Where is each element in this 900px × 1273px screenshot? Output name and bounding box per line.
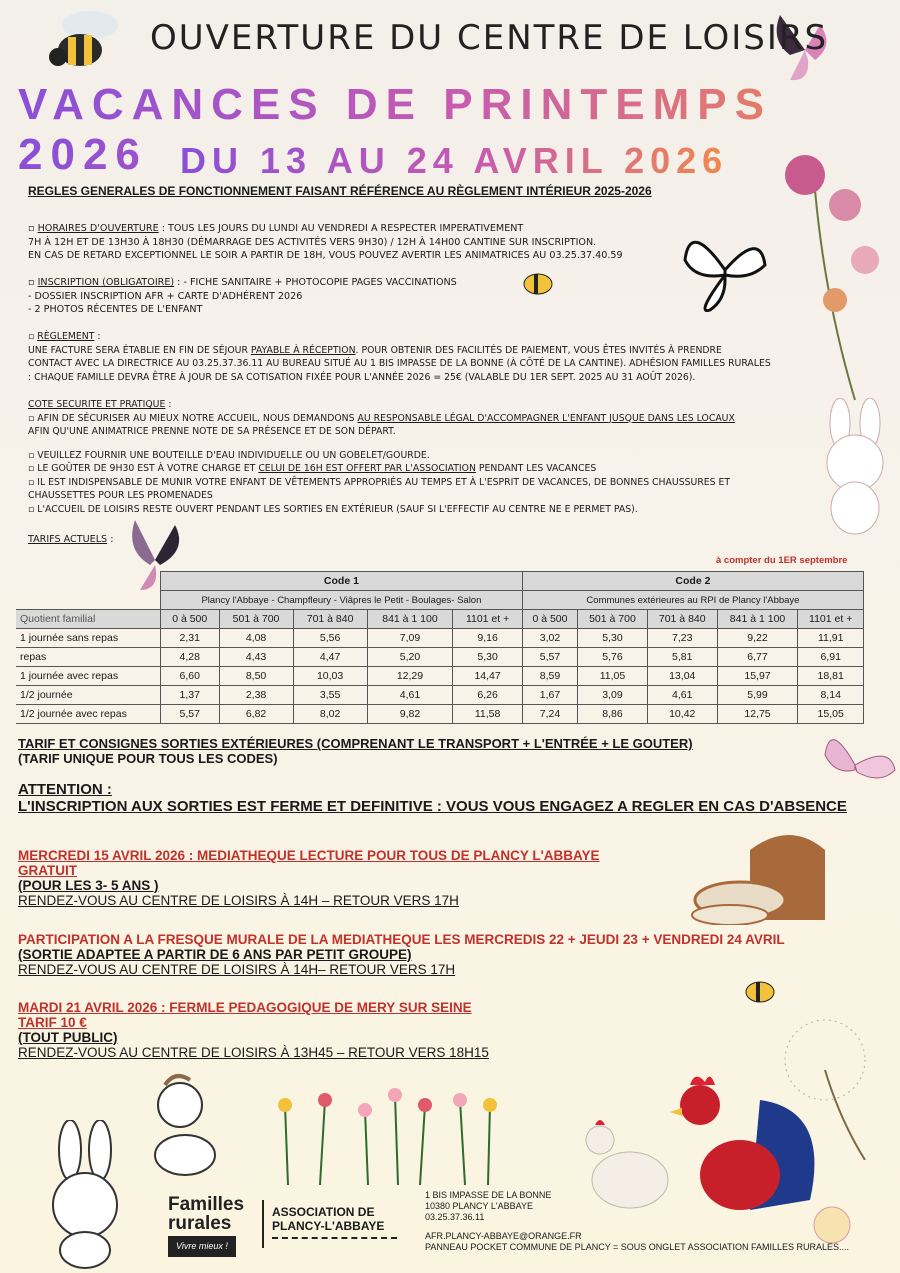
assoc-line: ASSOCIATION DE xyxy=(272,1205,375,1219)
horaires-text: : TOUS LES JOURS DU LUNDI AU VENDREDI A RESPECTER IMPERATIVEMENT xyxy=(158,223,524,234)
securite-line: VEUILLEZ FOURNIR UNE BOUTEILLE D'EAU INDIVIDUELLE OU UN GOBELET/GOURDE. xyxy=(34,449,430,461)
securite-underlined: CELUI DE 16H EST OFFERT PAR L'ASSOCIATION xyxy=(258,463,476,474)
event-fresque xyxy=(18,932,785,977)
code2-header: Code 2 xyxy=(522,572,863,591)
inscription-line: - 2 PHOTOS RÉCENTES DE L'ENFANT xyxy=(28,304,203,315)
bracket-cell: 0 à 500 xyxy=(160,610,219,629)
tarifs-note: à compter du 1ER septembre xyxy=(716,555,848,566)
price-cell: 6,60 xyxy=(160,667,219,686)
event-title: MERCREDI 15 AVRIL 2026 : MEDIATHEQUE LECTURE POUR TOUS DE PLANCY L'ABBAYE xyxy=(18,848,600,863)
price-cell: 5,30 xyxy=(578,629,648,648)
price-cell: 6,82 xyxy=(219,705,293,724)
price-cell: 18,81 xyxy=(798,667,864,686)
code2-communes: Communes extérieures au RPI de Plancy l'Abbaye xyxy=(522,591,863,610)
securite-text: LE GOÛTER DE 9H30 EST À VOTRE CHARGE ET xyxy=(34,463,259,474)
bullet-icon: ▫ xyxy=(28,449,35,461)
price-cell: 1,67 xyxy=(522,686,577,705)
price-cell: 8,02 xyxy=(293,705,367,724)
securite-line: CHAUSSETTES POUR LES PROMENADES xyxy=(28,490,213,501)
row-label: repas xyxy=(16,648,160,667)
section-securite: COTE SECURITE ET PRATIQUE : ▫ AFIN DE SÉCURISER AU MIEUX NOTRE ACCUEIL, NOUS DEMANDONS AU RESPONSABLE LÉGAL D'ACCOMPAGNER L'ENFANT JUSQUE DANS LES LOCAUX AFIN QU'UNE ANIMATRICE PRENNE NOTE DE SA PRÉSENCE ET DE SON DÉPART. ▫ VEUILLEZ FOURNIR UNE BOUTEILLE D'EAU INDIVIDUELLE OU UN GOBELET/GOURDE. ▫ LE GOÛTER DE 9H30 EST À VOTRE CHARGE ET CELUI DE 16H EST OFFERT PAR L'ASSOCIATION PENDANT LES VACANCES ▫ IL EST INDISPENSABLE DE MUNIR VOTRE ENFANT DE VÊTEMENTS APPROPRIÉS AU TEMPS ET À L'ESPRIT DE VACANCES, DE BONNES CHAUSSURES ET CHAUSSETTES POUR LES PROMENADES ▫ L'ACCUEIL DE LOISIRS RESTE OUVERT PENDANT LES SORTIES EN EXTÉRIEUR (SAUF SI L'EFFECTIF AU CENTRE NE E PERMET PAS). xyxy=(28,398,843,516)
event-title: MARDI 21 AVRIL 2026 : FERMLE PEDAGOGIQUE DE MERY SUR SEINE xyxy=(18,1000,472,1015)
price-cell: 4,61 xyxy=(367,686,453,705)
price-cell: 13,04 xyxy=(647,667,717,686)
event-title: PARTICIPATION A LA FRESQUE MURALE DE LA MEDIATHEQUE LES MERCREDIS 22 + JEUDI 23 + VENDREDI 24 AVRIL xyxy=(18,932,785,947)
row-label: 1/2 journée avec repas xyxy=(16,705,160,724)
event-rdv: RENDEZ-VOUS AU CENTRE DE LOISIRS À 13H45 – RETOUR VERS 18H15 xyxy=(18,1045,489,1060)
table-row xyxy=(16,648,864,667)
reglement-text: UNE FACTURE SERA ÉTABLIE EN FIN DE SÉJOUR xyxy=(28,344,251,356)
securite-text: AFIN DE SÉCURISER AU MIEUX NOTRE ACCUEIL, NOUS DEMANDONS xyxy=(34,412,358,424)
table-corner xyxy=(16,591,160,610)
securite-label: COTE SECURITE ET PRATIQUE xyxy=(28,399,166,410)
price-cell: 11,05 xyxy=(578,667,648,686)
price-cell: 3,02 xyxy=(522,629,577,648)
tarifs-heading: TARIFS ACTUELS : xyxy=(28,534,114,545)
code1-communes: Plancy l'Abbaye - Champfleury - Viâpres le Petit - Boulages- Salon xyxy=(160,591,522,610)
price-cell: 8,50 xyxy=(219,667,293,686)
tarifs-table xyxy=(16,571,864,724)
price-cell: 1,37 xyxy=(160,686,219,705)
price-cell: 4,61 xyxy=(647,686,717,705)
header-line1: OUVERTURE DU CENTRE DE LOISIRS xyxy=(150,18,829,58)
address-block xyxy=(425,1190,849,1253)
attention-label: ATTENTION : xyxy=(18,781,112,798)
price-cell: 4,43 xyxy=(219,648,293,667)
reglement-line: : CHAQUE FAMILLE DEVRA ÊTRE À JOUR DE SA COTISATION FIXÉE POUR L'ANNÉE 2026 = 25€ (VALABLE DU 1ER SEPT. 2025 AU 31 AOÛT 2026). xyxy=(28,371,696,383)
header-title: VACANCES DE PRINTEMPS 2026 xyxy=(18,80,900,180)
panneau-pocket: PANNEAU POCKET COMMUNE DE PLANCY = SOUS ONGLET ASSOCIATION FAMILLES RURALES.... xyxy=(425,1242,850,1252)
bread-icon xyxy=(690,820,835,925)
table-row xyxy=(16,705,864,724)
reglement-text: . POUR OBTENIR DES FACILITÉS DE PAIEMENT, VOUS ÊTES INVITÉS À PRENDRE xyxy=(355,344,722,356)
code1-header: Code 1 xyxy=(160,572,522,591)
flowers-icon xyxy=(270,1080,510,1190)
table-row xyxy=(16,610,864,629)
securite-line: L'ACCUEIL DE LOISIRS RESTE OUVERT PENDANT LES SORTIES EN EXTÉRIEUR (SAUF SI L'EFFECTIF AU CENTRE NE E PERMET PAS). xyxy=(34,503,638,515)
logo-tagline: Vivre mieux ! xyxy=(168,1236,236,1257)
familles-rurales-logo xyxy=(168,1195,244,1257)
price-cell: 2,31 xyxy=(160,629,219,648)
bracket-cell: 1101 et + xyxy=(798,610,864,629)
price-cell: 8,59 xyxy=(522,667,577,686)
price-cell: 6,26 xyxy=(453,686,523,705)
attention-block xyxy=(18,781,847,815)
bullet-icon: ▫ xyxy=(28,223,38,234)
bracket-cell: 701 à 840 xyxy=(647,610,717,629)
table-row xyxy=(16,686,864,705)
bracket-cell: 1101 et + xyxy=(453,610,523,629)
price-cell: 9,22 xyxy=(717,629,798,648)
bullet-icon: ▫ xyxy=(28,412,35,424)
price-cell: 5,57 xyxy=(522,648,577,667)
email: AFR.PLANCY-ABBAYE@ORANGE.FR xyxy=(425,1231,582,1241)
row-label: 1 journée sans repas xyxy=(16,629,160,648)
price-cell: 4,08 xyxy=(219,629,293,648)
horaires-line: EN CAS DE RETARD EXCEPTIONNEL LE SOIR A PARTIR DE 18H, VOUS POUVEZ AVERTIR LES ANIMATRICES AU 03.25.37.40.59 xyxy=(28,250,623,261)
rabbit-icon xyxy=(40,1120,130,1270)
rules-heading: REGLES GENERALES DE FONCTIONNEMENT FAISANT RÉFÉRENCE AU RÈGLEMENT INTÉRIEUR 2025-2026 xyxy=(28,184,652,198)
section-inscription xyxy=(28,276,848,317)
bracket-cell: 701 à 840 xyxy=(293,610,367,629)
price-cell: 5,99 xyxy=(717,686,798,705)
price-cell: 8,86 xyxy=(578,705,648,724)
price-cell: 5,20 xyxy=(367,648,453,667)
event-price: TARIF 10 € xyxy=(18,1015,87,1030)
row-label: 1/2 journée xyxy=(16,686,160,705)
logo-divider xyxy=(262,1200,264,1248)
tarifs-label: TARIFS ACTUELS xyxy=(28,534,108,545)
event-age: (SORTIE ADAPTEE A PARTIR DE 6 ANS PAR PETIT GROUPE) xyxy=(18,947,412,962)
price-cell: 9,16 xyxy=(453,629,523,648)
qf-label: Quotient familial xyxy=(16,610,160,629)
bullet-icon: ▫ xyxy=(28,331,38,342)
event-price: GRATUIT xyxy=(18,863,77,878)
price-cell: 12,29 xyxy=(367,667,453,686)
horaires-line: 7H À 12H ET DE 13H30 À 18H30 (DÉMARRAGE DES ACTIVITÉS VERS 9H30) / 12H À 14H00 CANTINE SUR INSCRIPTION. xyxy=(28,236,597,248)
price-cell: 5,81 xyxy=(647,648,717,667)
horaires-label: HORAIRES D'OUVERTURE xyxy=(37,223,159,234)
bee-icon xyxy=(740,975,780,1007)
inscription-text: : - FICHE SANITAIRE + PHOTOCOPIE PAGES VACCINATIONS xyxy=(174,277,457,288)
bullet-icon: ▫ xyxy=(28,476,35,488)
securite-text: PENDANT LES VACANCES xyxy=(475,463,597,474)
price-cell: 3,55 xyxy=(293,686,367,705)
price-cell: 6,77 xyxy=(717,648,798,667)
table-row xyxy=(16,629,864,648)
sorties-subtitle: (TARIF UNIQUE POUR TOUS LES CODES) xyxy=(18,751,278,766)
phone: 03.25.37.36.11 xyxy=(425,1212,485,1222)
bracket-cell: 841 à 1 100 xyxy=(367,610,453,629)
event-rdv: RENDEZ-VOUS AU CENTRE DE LOISIRS À 14H – RETOUR VERS 17H xyxy=(18,893,459,908)
price-cell: 11,58 xyxy=(453,705,523,724)
price-cell: 9,82 xyxy=(367,705,453,724)
price-cell: 10,03 xyxy=(293,667,367,686)
table-row xyxy=(16,667,864,686)
event-mediatheque xyxy=(18,848,600,908)
assoc-line: PLANCY-L'ABBAYE xyxy=(272,1219,385,1233)
address-line: 1 BIS IMPASSE DE LA BONNE xyxy=(425,1190,552,1200)
row-label: 1 journée avec repas xyxy=(16,667,160,686)
securite-line: IL EST INDISPENSABLE DE MUNIR VOTRE ENFANT DE VÊTEMENTS APPROPRIÉS AU TEMPS ET À L'ESPRIT DE VACANCES, DE BONNES CHAUSSURES ET xyxy=(34,476,731,488)
inscription-line: - DOSSIER INSCRIPTION AFR + CARTE D'ADHÉRENT 2026 xyxy=(28,290,303,302)
price-cell: 5,57 xyxy=(160,705,219,724)
price-cell: 15,97 xyxy=(717,667,798,686)
logo-word: rurales xyxy=(168,1213,232,1234)
bracket-cell: 0 à 500 xyxy=(522,610,577,629)
reglement-label: RÈGLEMENT xyxy=(37,331,95,342)
association-name xyxy=(272,1205,397,1239)
table-corner xyxy=(16,572,160,591)
price-cell: 8,14 xyxy=(798,686,864,705)
section-horaires xyxy=(28,222,848,263)
event-age: (TOUT PUBLIC) xyxy=(18,1030,118,1045)
securite-underlined: AU RESPONSABLE LÉGAL D'ACCOMPAGNER L'ENFANT JUSQUE DANS LES LOCAUX xyxy=(357,412,735,424)
bee-icon xyxy=(30,5,130,85)
section-reglement: ▫ RÈGLEMENT : UNE FACTURE SERA ÉTABLIE EN FIN DE SÉJOUR PAYABLE À RÉCEPTION. POUR OBTENIR DES FACILITÉS DE PAIEMENT, VOUS ÊTES INVITÉS À PRENDRE CONTACT AVEC LA DIRECTRICE AU 03.25.37.36.11 AU BUREAU SITUÉ AU 1 BIS IMPASSE DE LA BONNE (À CÔTÉ DE LA CANTINE). ADHÉSION FAMILLES RURALES : CHAQUE FAMILLE DEVRA ÊTRE À JOUR DE SA COTISATION FIXÉE POUR L'ANNÉE 2026 = 25€ (VALABLE DU 1ER SEPT. 2025 AU 31 AOÛT 2026). xyxy=(28,330,843,384)
price-cell: 6,91 xyxy=(798,648,864,667)
price-cell: 7,09 xyxy=(367,629,453,648)
price-cell: 12,75 xyxy=(717,705,798,724)
price-cell: 11,91 xyxy=(798,629,864,648)
price-cell: 7,24 xyxy=(522,705,577,724)
price-cell: 15,05 xyxy=(798,705,864,724)
bullet-icon: ▫ xyxy=(28,277,38,288)
bracket-cell: 501 à 700 xyxy=(578,610,648,629)
price-cell: 2,38 xyxy=(219,686,293,705)
goat-icon xyxy=(140,1070,230,1190)
bullet-icon: ▫ xyxy=(28,463,35,474)
price-cell: 3,09 xyxy=(578,686,648,705)
logo-word: Familles xyxy=(168,1194,245,1215)
bracket-cell: 841 à 1 100 xyxy=(717,610,798,629)
securite-line: AFIN QU'UNE ANIMATRICE PRENNE NOTE DE SA PRÉSENCE ET DE SON DÉPART. xyxy=(28,426,396,437)
sorties-title: TARIF ET CONSIGNES SORTIES EXTÉRIEURES (COMPRENANT LE TRANSPORT + L'ENTRÉE + LE GOUTER) xyxy=(18,736,693,751)
reglement-line: CONTACT AVEC LA DIRECTRICE AU 03.25.37.36.11 AU BUREAU SITUÉ AU 1 BIS IMPASSE DE LA BONNE (À CÔTÉ DE LA CANTINE). ADHÉSION FAMILLES RURALES xyxy=(28,358,771,369)
address-line: 10380 PLANCY L'ABBAYE xyxy=(425,1201,533,1211)
dashed-rule xyxy=(272,1237,397,1239)
price-cell: 4,47 xyxy=(293,648,367,667)
price-cell: 7,23 xyxy=(647,629,717,648)
price-cell: 4,28 xyxy=(160,648,219,667)
bullet-icon: ▫ xyxy=(28,503,35,515)
reglement-payable: PAYABLE À RÉCEPTION xyxy=(250,344,356,356)
event-rdv: RENDEZ-VOUS AU CENTRE DE LOISIRS À 14H– RETOUR VERS 17H xyxy=(18,962,456,977)
price-cell: 5,30 xyxy=(453,648,523,667)
price-cell: 10,42 xyxy=(647,705,717,724)
bracket-cell: 501 à 700 xyxy=(219,610,293,629)
event-age: (POUR LES 3- 5 ANS ) xyxy=(18,878,159,893)
sorties-section xyxy=(18,736,693,766)
event-ferme xyxy=(18,1000,489,1060)
header-dates: DU 13 AU 24 AVRIL 2026 xyxy=(180,140,729,181)
attention-text: L'INSCRIPTION AUX SORTIES EST FERME ET DEFINITIVE : VOUS VOUS ENGAGEZ A REGLER EN CAS D'ABSENCE xyxy=(18,798,847,815)
inscription-label: INSCRIPTION (OBLIGATOIRE) xyxy=(37,277,175,288)
price-cell: 5,56 xyxy=(293,629,367,648)
price-cell: 14,47 xyxy=(453,667,523,686)
price-cell: 5,76 xyxy=(578,648,648,667)
